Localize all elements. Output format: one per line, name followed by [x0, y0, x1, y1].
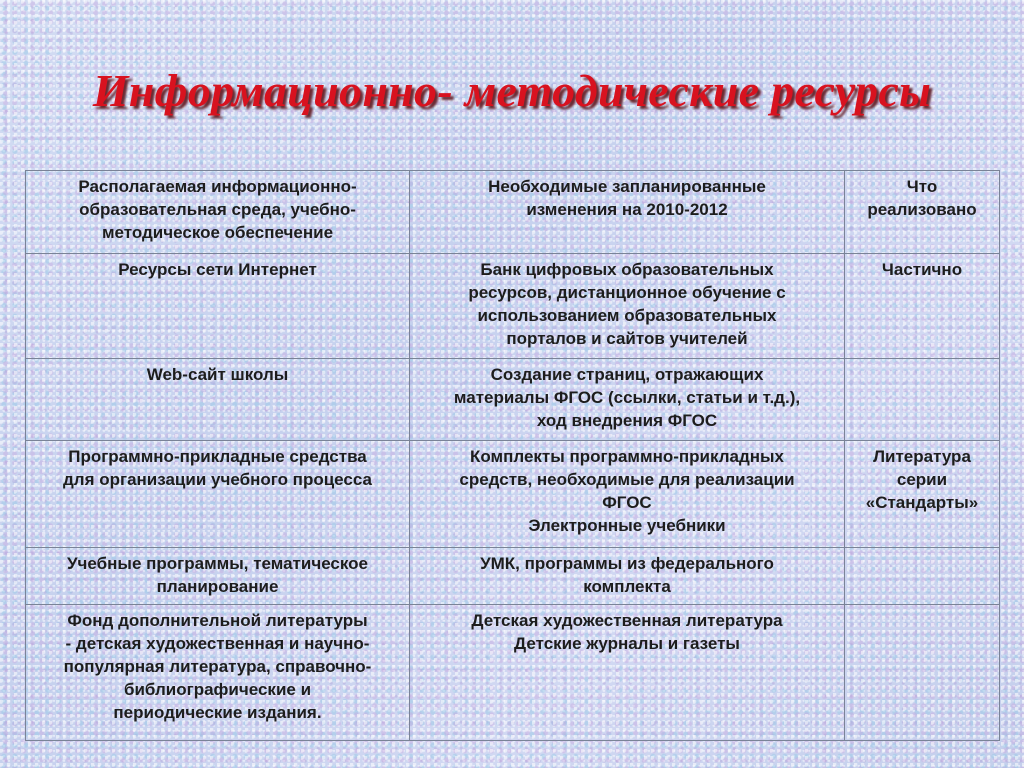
header-cell-planned-changes: Необходимые запланированные изменения на 2010-2012 — [410, 171, 845, 254]
table-cell: Создание страниц, отражающих материалы ФГОС (ссылки, статьи и т.д.), ход внедрения ФГОС — [410, 359, 845, 441]
table-row — [26, 605, 1000, 741]
table-cell: Учебные программы, тематическое планирование — [26, 548, 410, 605]
table-cell: Фонд дополнительной литературы - детская художественная и научно- популярная литература, справочно- библиографические и периодические издания. — [26, 605, 410, 741]
table-cell: Программно-прикладные средства для организации учебного процесса — [26, 441, 410, 548]
table-cell: УМК, программы из федерального комплекта — [410, 548, 845, 605]
table-cell: Комплекты программно-прикладных средств, необходимые для реализации ФГОС Электронные учебники — [410, 441, 845, 548]
table-cell: Литература серии «Стандарты» — [845, 441, 1000, 548]
table-cell — [845, 548, 1000, 605]
header-cell-environment: Располагаемая информационно- образовательная среда, учебно- методическое обеспечение — [26, 171, 410, 254]
table-cell: Детская художественная литература Детские журналы и газеты — [410, 605, 845, 741]
resources-table — [25, 170, 1000, 741]
table-cell: Банк цифровых образовательных ресурсов, дистанционное обучение с использованием образовательных порталов и сайтов учителей — [410, 254, 845, 359]
table-cell: Web-сайт школы — [26, 359, 410, 441]
slide-title: Информационно- методические ресурсы — [92, 65, 932, 116]
table-cell — [845, 359, 1000, 441]
table-cell: Частично — [845, 254, 1000, 359]
header-cell-implemented: Что реализовано — [845, 171, 1000, 254]
table-cell — [845, 605, 1000, 741]
table-row — [26, 359, 1000, 441]
table-row — [26, 441, 1000, 548]
table-row — [26, 254, 1000, 359]
table-header-row — [26, 171, 1000, 254]
table-cell: Ресурсы сети Интернет — [26, 254, 410, 359]
table-row — [26, 548, 1000, 605]
